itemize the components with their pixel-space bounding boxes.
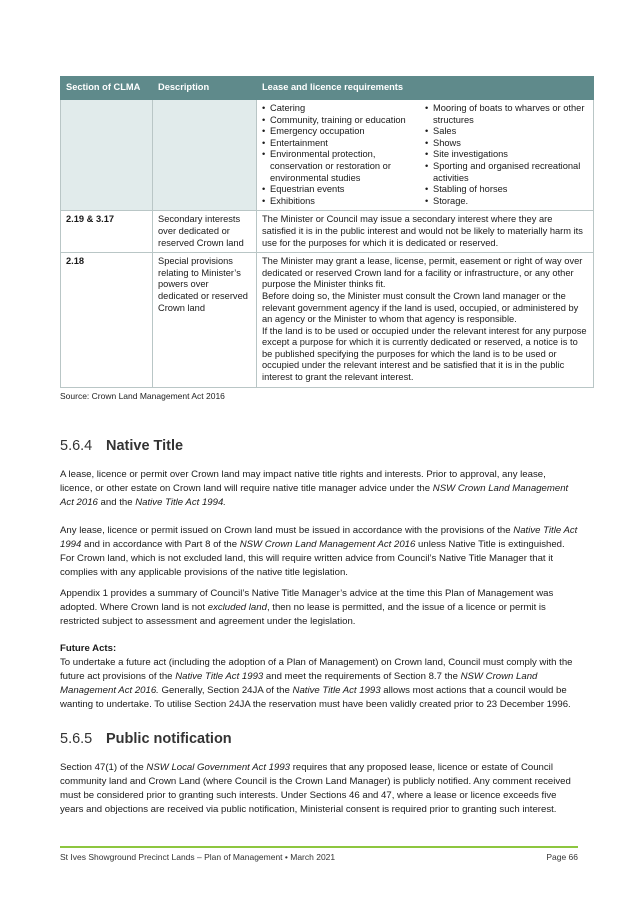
native-title-paragraph-1: A lease, licence or permit over Crown land may impact native title rights and interests. Prior to approval, any lease, licence, or other estate on Crown land will require native title manager advice under the NSW Crown Land Management Act 2016 and the Native Title Act 1994. — [60, 469, 569, 508]
section-title: Public notification — [106, 731, 232, 747]
list-item: • Sporting and organised recreational activities — [425, 160, 581, 183]
list-item: • Community, training or education — [262, 114, 406, 125]
bullet-icon: • — [262, 184, 266, 195]
cell-requirements — [257, 253, 594, 388]
bullet-icon: • — [425, 137, 429, 148]
header-requirements: Lease and licence requirements — [257, 77, 594, 100]
list-item: • Mooring of boats to wharves or other structures — [425, 103, 585, 125]
cell-section-empty — [61, 100, 153, 211]
section-title: Native Title — [106, 438, 184, 454]
cell-section: 2.19 & 3.17 — [61, 211, 153, 253]
cell-description-empty — [153, 100, 257, 211]
requirement-paragraph: Before doing so, the Minister must consult the Crown land manager or the relevant government agency if the land is used, occupied, or administered by an agency or the Minister to whom that agency is responsible. — [262, 290, 579, 325]
table-row — [61, 253, 594, 388]
table-row — [61, 100, 594, 211]
table-header-row — [61, 77, 594, 100]
list-item: • Storage. — [425, 195, 469, 206]
page-content — [60, 76, 593, 815]
list-item: • Environmental protection, conservation or restoration or environmental studies — [262, 149, 391, 183]
bullet-icon: • — [425, 184, 429, 195]
native-title-paragraph-2: Any lease, licence or permit issued on Crown land must be issued in accordance with the provisions of the Native Title Act 1994 and in accordance with Part 8 of the NSW Crown Land Management Act 2016 unless Native Title is extinguished. For Crown land, which is not excluded land, this will require written advice from Council’s Native Title Manager that it complies with any applicable provisions of the native title legislation. — [60, 525, 578, 578]
section-number: 5.6.4 — [60, 438, 93, 454]
requirement-paragraph: If the land is to be used or occupied under the relevant interest for any purpose except a purpose for which it is currently dedicated or reserved, a notice is to be published specifying the purposes for which the land is to be used or occupied under the relevant interest and be satisfied that it is in the public interest to grant the relevant interest. — [262, 325, 587, 383]
native-title-paragraph-4: To undertake a future act (including the adoption of a Plan of Management) on Crown land, Council must comply with the future act provisions of the Native Title Act 1993 and meet the requirements of Section 8.7 the NSW Crown Land Management Act 2016. Generally, Section 24JA of the Native Title Act 1993 allows most actions that a council would be wanting to undertake. To utilise Section 24JA the reservation must have been validly created prior to 23 December 1996. — [60, 657, 573, 710]
native-title-paragraph-3: Appendix 1 provides a summary of Council’s Native Title Manager’s advice at the time this Plan of Management was adopted. Where Crown land is not excluded land, then no lease is permitted, and the issue of a licence or permit is restricted subject to assessment and agreement under the legislation. — [60, 588, 554, 627]
bullet-icon: • — [425, 195, 429, 206]
bullet-icon: • — [425, 103, 429, 113]
page-number: Page 66 — [546, 852, 578, 862]
cell-requirements: The Minister or Council may issue a secondary interest where they are satisfied it is in the public interest and would not be likely to materially harm its use for the purposes for which it is dedicated or reserved. — [257, 211, 594, 253]
cell-description: Secondary interests over dedicated or reserved Crown land — [153, 211, 257, 253]
future-acts-heading: Future Acts: — [60, 643, 117, 654]
list-item: • Site investigations — [425, 149, 508, 160]
list-item: • Entertainment — [262, 137, 328, 148]
section-heading-native-title — [60, 438, 183, 454]
table-row — [61, 211, 594, 253]
header-description: Description — [153, 77, 257, 100]
footer-rule — [60, 846, 578, 848]
public-notification-paragraph: Section 47(1) of the NSW Local Government Act 1993 requires that any proposed lease, licence or estate of Council community land and Crown Land (where Council is the Crown Land Manager) is publicly notified. Any comment received must be considered prior to granting such interests. Under Sections 46 and 47, where a lease or licence exceeds five years and objections are received via public notification, Ministerial consent is required prior to granting such interest. — [60, 762, 571, 815]
bullet-icon: • — [425, 160, 429, 171]
table-source: Source: Crown Land Management Act 2016 — [60, 390, 225, 401]
bullet-icon: • — [262, 195, 266, 206]
requirement-paragraph: The Minister may grant a lease, license, permit, easement or right of way over dedicated or reserved Crown land for a facility or infrastructure, or any other purpose the Minister thinks fit. — [262, 256, 583, 290]
bullet-icon: • — [262, 149, 266, 160]
header-section: Section of CLMA — [61, 77, 153, 100]
list-item: • Catering — [262, 103, 306, 113]
footer-document-title: St Ives Showground Precinct Lands – Plan of Management • March 2021 — [60, 852, 336, 862]
cell-section: 2.18 — [61, 253, 153, 388]
purpose-list-right — [425, 103, 588, 207]
list-item: • Emergency occupation — [262, 126, 365, 137]
bullet-icon: • — [262, 103, 266, 113]
bullet-icon: • — [262, 114, 266, 125]
bullet-icon: • — [425, 126, 429, 137]
purpose-list-left — [262, 103, 425, 207]
section-number: 5.6.5 — [60, 731, 93, 747]
list-item: • Stabling of horses — [425, 184, 508, 195]
cell-requirements-list — [257, 100, 594, 211]
cell-description: Special provisions relating to Minister’s powers over dedicated or reserved Crown land — [153, 253, 257, 388]
list-item: • Shows — [425, 137, 461, 148]
page-footer — [60, 852, 578, 862]
bullet-icon: • — [425, 149, 429, 160]
clma-table — [60, 76, 594, 388]
bullet-icon: • — [262, 126, 266, 137]
bullet-icon: • — [262, 137, 266, 148]
list-item: • Sales — [425, 126, 457, 137]
section-heading-public-notification — [60, 731, 232, 747]
list-item: • Equestrian events — [262, 184, 345, 195]
list-item: • Exhibitions — [262, 195, 315, 206]
